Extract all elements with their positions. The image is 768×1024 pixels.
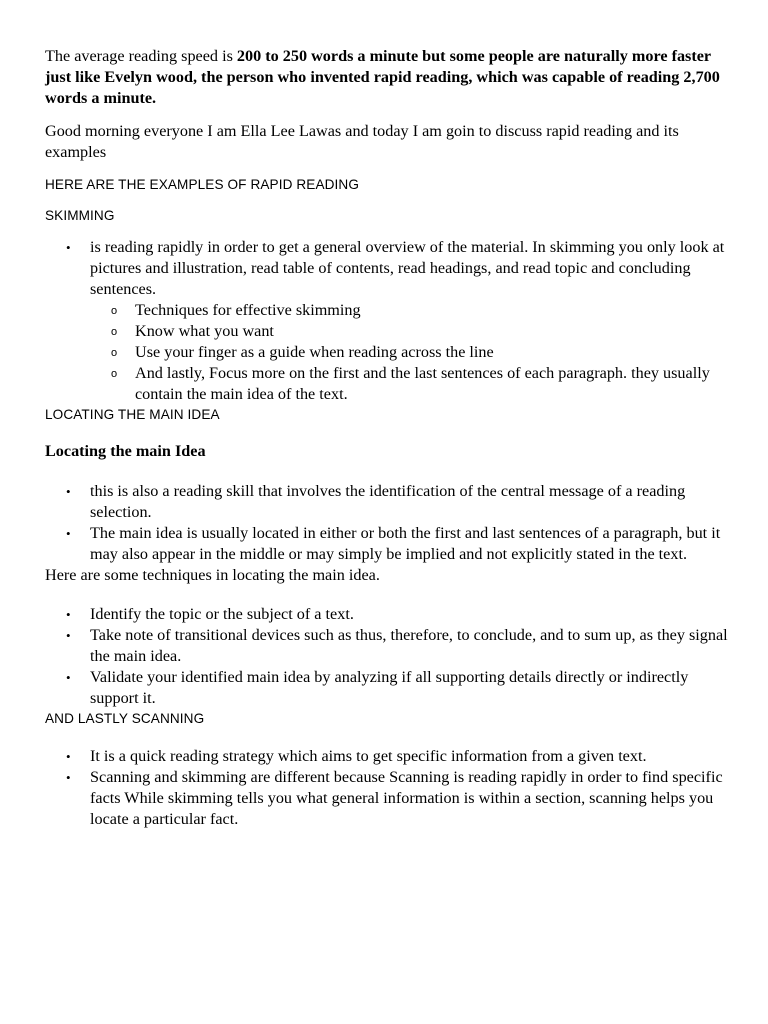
list-item: o Use your finger as a guide when reading across the line bbox=[135, 342, 728, 363]
intro-paragraph bbox=[45, 46, 728, 109]
list-item: o Know what you want bbox=[135, 321, 728, 342]
main-idea-subheading: Locating the main Idea bbox=[45, 442, 206, 460]
techniques-list bbox=[45, 604, 728, 709]
examples-heading: HERE ARE THE EXAMPLES OF RAPID READING bbox=[45, 177, 360, 192]
list-item: o Techniques for effective skimming bbox=[135, 300, 728, 321]
scanning-heading: AND LASTLY SCANNING bbox=[45, 711, 205, 726]
skimming-definition: is reading rapidly in order to get a general overview of the material. In skimming you only look at pictures and illustration, read table of contents, read headings, and read topic and concluding sentences. bbox=[90, 238, 725, 298]
skimming-heading: SKIMMING bbox=[45, 208, 115, 223]
list-item: • Identify the topic or the subject of a text. bbox=[90, 604, 728, 625]
list-item: o And lastly, Focus more on the first and the last sentences of each paragraph. they usually contain the main idea of the text. bbox=[135, 363, 728, 405]
list-item: • The main idea is usually located in either or both the first and last sentences of a paragraph, but it may also appear in the middle or may simply be implied and not explicitly stated in the text. bbox=[90, 523, 728, 565]
list-item: • this is also a reading skill that involves the identification of the central message of a reading selection. bbox=[90, 481, 728, 523]
list-item: • Take note of transitional devices such as thus, therefore, to conclude, and to sum up, as they signal the main idea. bbox=[90, 625, 728, 667]
techniques-intro: Here are some techniques in locating the main idea. bbox=[45, 566, 380, 584]
main-idea-list bbox=[45, 481, 728, 565]
scanning-list bbox=[45, 746, 728, 830]
skimming-list bbox=[45, 237, 728, 405]
intro-lead: The average reading speed is bbox=[45, 47, 237, 65]
intro-bold: 200 to 250 words a minute but some people are naturally more faster just like Evelyn wood, the person who invented rapid reading, which was capable of reading 2,700 words a minute. bbox=[45, 47, 720, 107]
skimming-techniques-list bbox=[90, 300, 728, 405]
list-item bbox=[90, 237, 728, 405]
main-idea-heading: LOCATING THE MAIN IDEA bbox=[45, 407, 220, 422]
list-item: • Scanning and skimming are different because Scanning is reading rapidly in order to find specific facts While skimming tells you what general information is within a section, scanning helps you locate a particular fact. bbox=[90, 767, 728, 830]
list-item: • It is a quick reading strategy which aims to get specific information from a given text. bbox=[90, 746, 728, 767]
list-item: • Validate your identified main idea by analyzing if all supporting details directly or indirectly support it. bbox=[90, 667, 728, 709]
greeting-paragraph: Good morning everyone I am Ella Lee Lawas and today I am goin to discuss rapid reading and its examples bbox=[45, 122, 679, 161]
